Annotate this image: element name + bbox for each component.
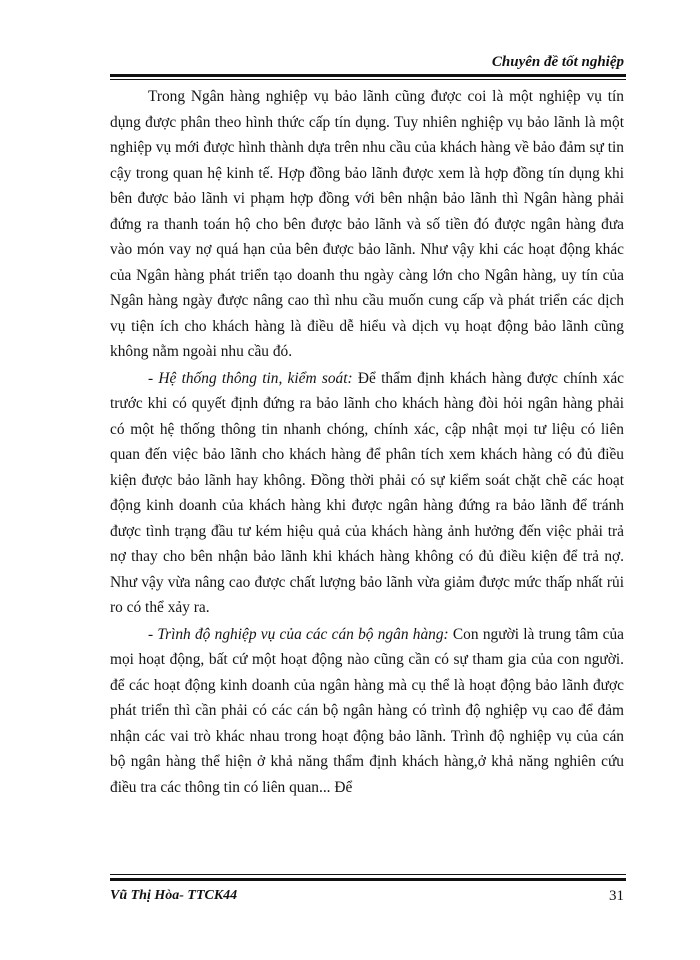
paragraph-2 (110, 366, 624, 621)
header-rule-thick (110, 74, 626, 77)
footer-rule-thick (110, 878, 626, 881)
footer-author: Vũ Thị Hòa- TTCK44 (110, 888, 238, 903)
body-text (110, 84, 624, 801)
header-rule-thin (110, 79, 626, 80)
page-number: 31 (609, 888, 624, 904)
paragraph-3-text: Con người là trung tâm của mọi hoạt động, bất cứ một hoạt động nào cũng cần có sự tham gia của con người. để các hoạt động kinh doanh của ngân hàng mà cụ thể là hoạt động bảo lãnh được phát triển thì cần phải có các cán bộ ngân hàng có trình độ nghiệp vụ cao để đảm nhận các vai trò khác nhau trong hoạt động bảo lãnh. Trình độ nghiệp vụ của cán bộ ngân hàng thể hiện ở khả năng thẩm định khách hàng,ở khả năng nghiên cứu điều tra các thông tin có liên quan... Để (110, 625, 624, 796)
paragraph-3 (110, 622, 624, 801)
paragraph-3-heading: - Trình độ nghiệp vụ của các cán bộ ngân hàng: (148, 625, 449, 643)
paragraph-2-text: Để thẩm định khách hàng được chính xác trước khi có quyết định đứng ra bảo lãnh cho khách hàng đòi hỏi ngân hàng phải có một hệ thống thông tin nhanh chóng, chính xác, cập nhật mọi tư liệu có liên quan đến việc bảo lãnh cho khách hàng để phân tích xem khách hàng có đủ điều kiện được bảo lãnh hay không. Đồng thời phải có sự kiểm soát chặt chẽ các hoạt động kinh doanh của khách hàng khi được ngân hàng đứng ra bảo lãnh để tránh được tình trạng đầu tư kém hiệu quả của khách hàng ảnh hưởng đến việc phải trả nợ thay cho bên nhận bảo lãnh khi khách hàng không có đủ điều kiện để trả nợ. Như vậy vừa nâng cao được chất lượng bảo lãnh vừa giảm được mức thấp nhất rủi ro có thể xảy ra. (110, 369, 625, 616)
paragraph-2-heading: - Hệ thống thông tin, kiểm soát: (148, 369, 353, 387)
paragraph-1: Trong Ngân hàng nghiệp vụ bảo lãnh cũng được coi là một nghiệp vụ tín dụng được phân theo hình thức cấp tín dụng. Tuy nhiên nghiệp vụ bảo lãnh là một nghiệp vụ mới được hình thành dựa trên nhu cầu của khách hàng về bảo đảm sự tin cậy trong quan hệ kinh tế. Hợp đồng bảo lãnh được xem là hợp đồng tín dụng khi bên được bảo lãnh vi phạm hợp đồng với bên nhận bảo lãnh thì Ngân hàng phải đứng ra thanh toán hộ cho bên được bảo lãnh và số tiền đó được ngân hàng đưa vào món vay nợ quá hạn của bên được bảo lãnh. Như vậy khi các hoạt động khác của Ngân hàng phát triển tạo doanh thu ngày càng lớn cho Ngân hàng, uy tín của Ngân hàng ngày được nâng cao thì nhu cầu muốn cung cấp và phát triển các dịch vụ tiện ích cho khách hàng là điều dễ hiểu và dịch vụ hoạt động bảo lãnh cũng không nằm ngoài nhu cầu đó. (110, 88, 624, 360)
footer-rule-thin (110, 874, 626, 875)
header-title: Chuyên đề tốt nghiệp (491, 54, 624, 70)
